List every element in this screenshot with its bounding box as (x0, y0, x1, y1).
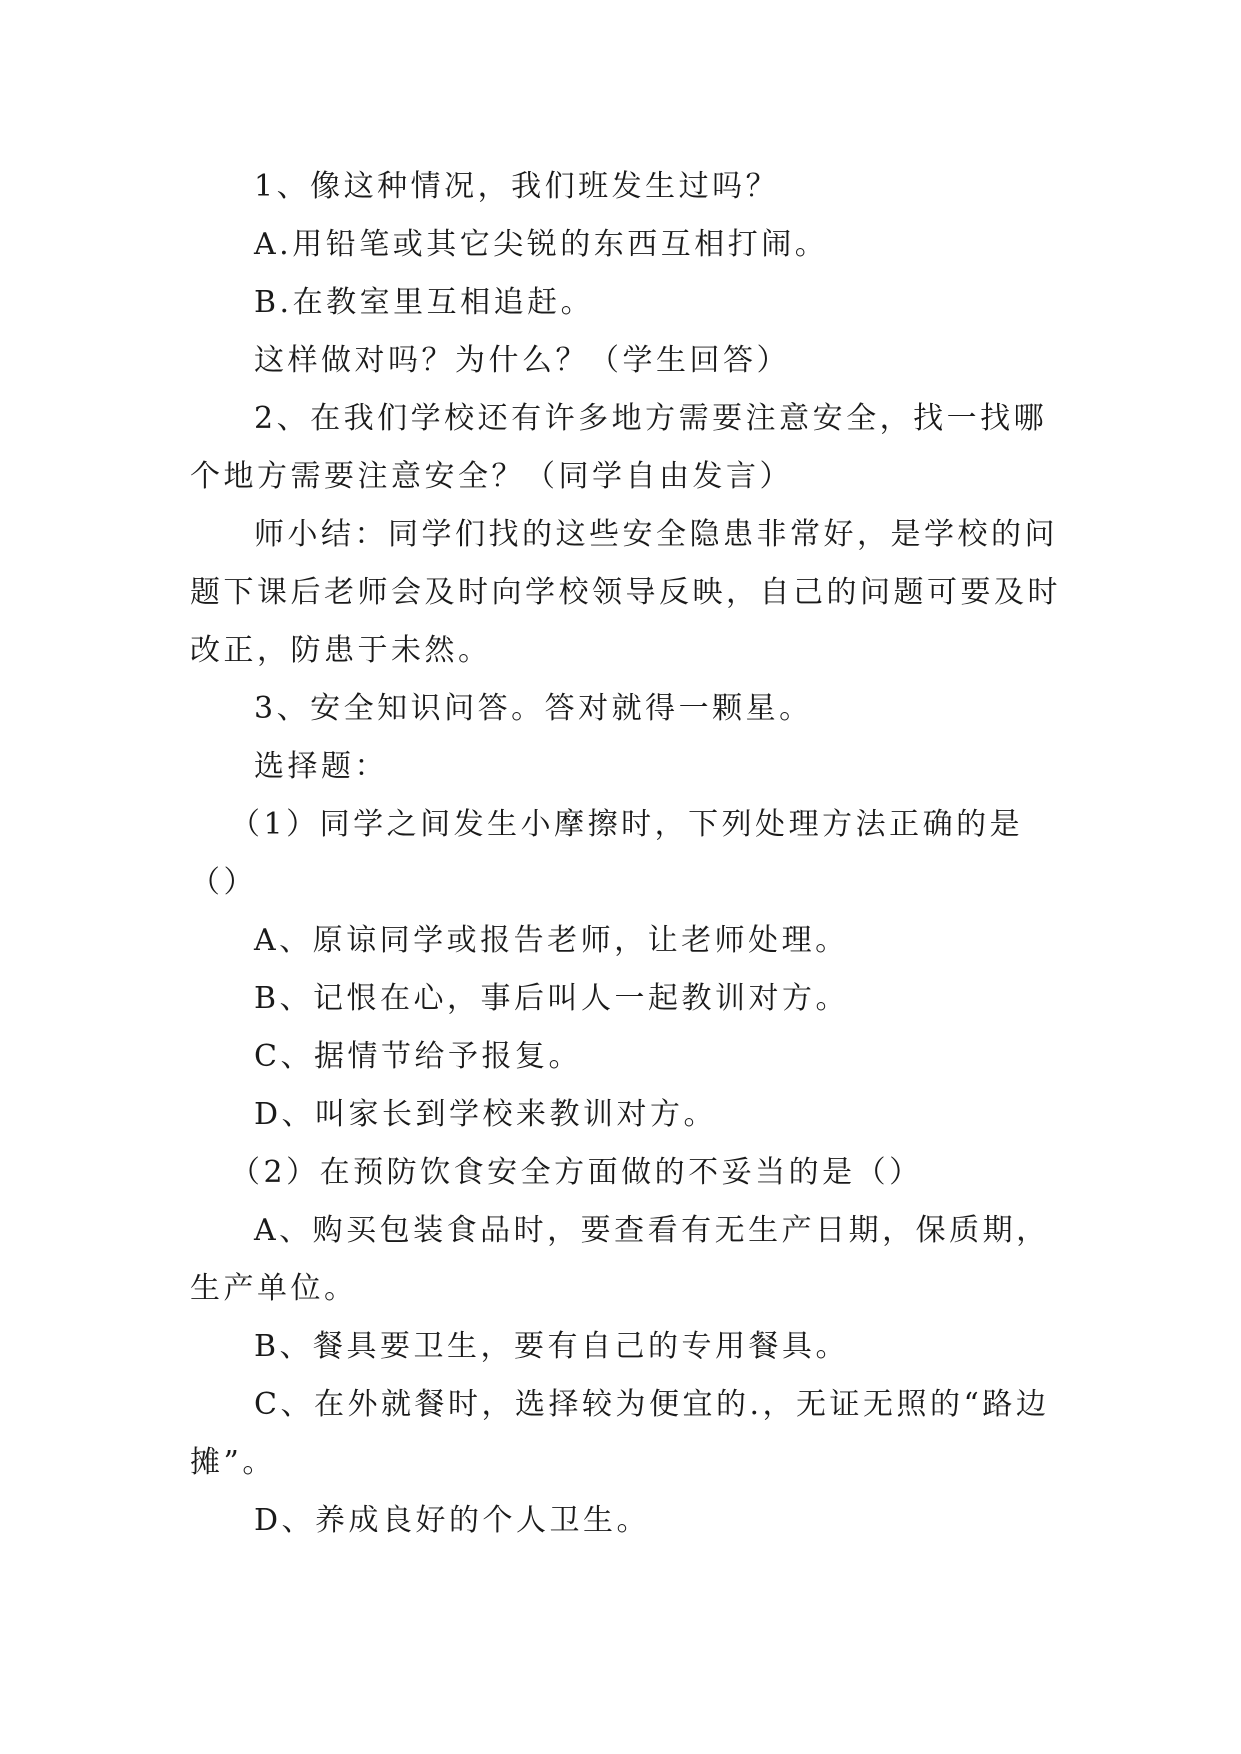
mc-question-1-option-b: B、记恨在心，事后叫人一起教训对方。 (254, 981, 850, 1016)
mc-question-2-option-d: D、养成良好的个人卫生。 (254, 1503, 651, 1538)
situation-b-text: B.在教室里互相追赶。 (254, 285, 595, 320)
document-body (190, 158, 1060, 1550)
multiple-choice-heading: 选择题： (254, 749, 388, 784)
question-2-text: 2、在我们学校还有许多地方需要注意安全，找一找哪 (254, 401, 1048, 436)
mc-question-1-blank: （） (190, 865, 257, 900)
mc-question-2: （2）在预防饮食安全方面做的不妥当的是（） (230, 1155, 923, 1190)
situation-a-text: A.用铅笔或其它尖锐的东西互相打闹。 (254, 227, 829, 262)
mc-question-2-option-b: B、餐具要卫生，要有自己的专用餐具。 (254, 1329, 850, 1364)
mc-question-1-option-c: C、据情节给予报复。 (254, 1039, 582, 1074)
mc-question-1: （1）同学之间发生小摩擦时，下列处理方法正确的是 (230, 807, 1024, 842)
mc-question-2-option-c: C、在外就餐时，选择较为便宜的.，无证无照的“路边 (254, 1387, 1050, 1422)
discussion-prompt: 这样做对吗？为什么？（学生回答） (254, 343, 790, 378)
question-3-text: 3、安全知识问答。答对就得一颗星。 (254, 691, 813, 726)
mc-question-2-option-a-continued: 生产单位。 (190, 1271, 358, 1306)
mc-question-2-option-a: A、购买包装食品时，要查看有无生产日期，保质期， (254, 1213, 1050, 1248)
teacher-summary-end: 改正，防患于未然。 (190, 633, 492, 668)
question-2-text-continued: 个地方需要注意安全？（同学自由发言） (190, 459, 793, 494)
question-1-text: 1、像这种情况，我们班发生过吗？ (254, 169, 780, 204)
mc-question-1-option-a: A、原谅同学或报告老师，让老师处理。 (254, 923, 849, 958)
teacher-summary: 师小结：同学们找的这些安全隐患非常好，是学校的问 (254, 517, 1058, 552)
mc-question-2-option-c-continued: 摊”。 (190, 1445, 276, 1480)
teacher-summary-continued: 题下课后老师会及时向学校领导反映，自己的问题可要及时 (190, 575, 1061, 610)
mc-question-1-option-d: D、叫家长到学校来教训对方。 (254, 1097, 718, 1132)
